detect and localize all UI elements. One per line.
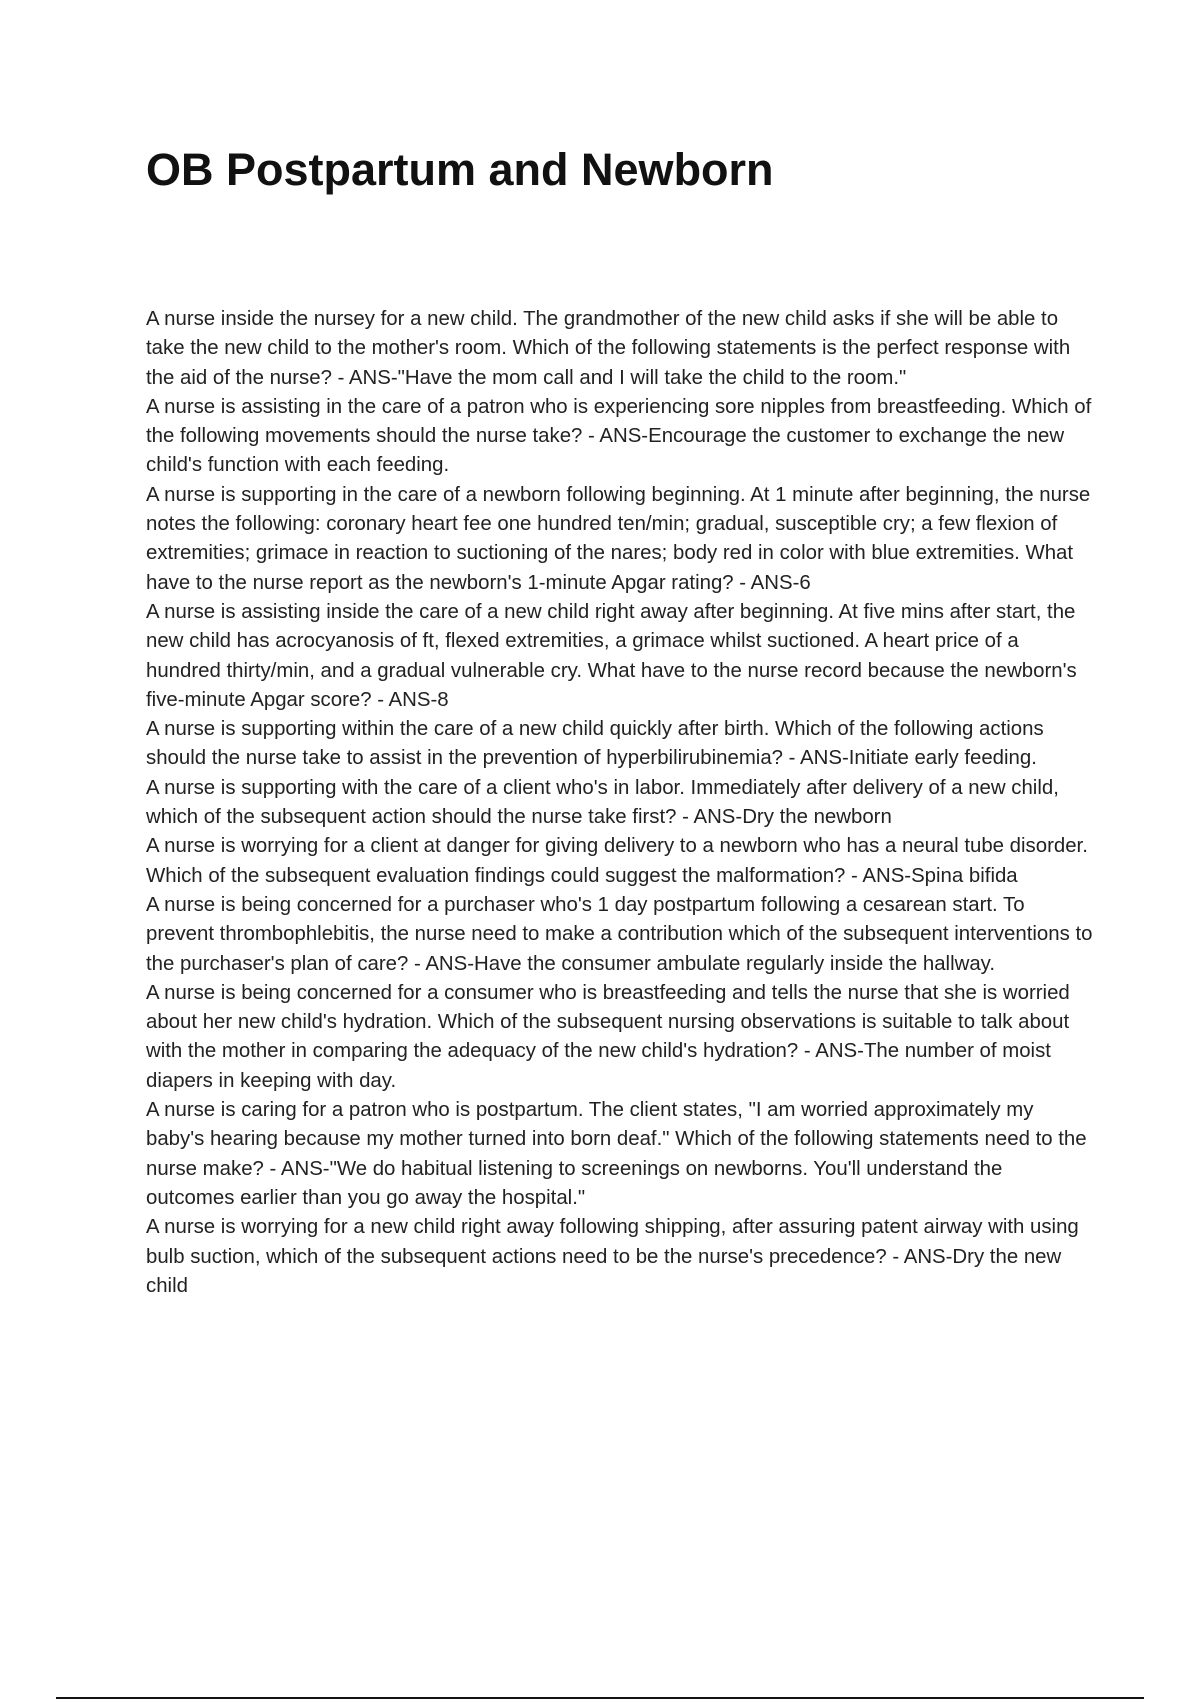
page-bottom-divider [56, 1697, 1144, 1699]
qa-entry-8: A nurse is being concerned for a purchaser who's 1 day postpartum following a cesarean start. To prevent thrombophlebitis, the nurse need to make a contribution which of the subsequent interventions to the purchaser's plan of care? - ANS-Have the consumer ambulate regularly inside the hallway. [146, 893, 1093, 975]
qa-entry-9: A nurse is being concerned for a consumer who is breastfeeding and tells the nurse that she is worried about her new child's hydration. Which of the subsequent nursing observations is suitable to talk about with the mother in comparing the adequacy of the new child's hydration? - ANS-The number of moist diapers in keeping with day. [146, 981, 1070, 1092]
qa-entry-1: A nurse inside the nursey for a new child. The grandmother of the new child asks if she will be able to take the new child to the mother's room. Which of the following statements is the perfect response with the aid of the nurse? - ANS-"Have the mom call and I will take the child to the room." [146, 308, 1071, 389]
question-answer-list [146, 305, 1096, 1301]
qa-entry-4: A nurse is assisting inside the care of a new child right away after beginning. At five mins after start, the new child has acrocyanosis of ft, flexed extremities, a grimace whilst suctioned. A heart price of a hundred thirty/min, and a gradual vulnerable cry. What have to the nurse record because the newborn's five-minute Apgar score? - ANS-8 [146, 600, 1077, 711]
qa-entry-3: A nurse is supporting in the care of a newborn following beginning. At 1 minute after beginning, the nurse notes the following: coronary heart fee one hundred ten/min; gradual, susceptible cry; a few flexion of extremities; grimace in reaction to suctioning of the nares; body red in color with blue extremities. What have to the nurse report as the newborn's 1-minute Apgar rating? - ANS-6 [146, 483, 1091, 594]
qa-entry-5: A nurse is supporting within the care of a new child quickly after birth. Which of the following actions should the nurse take to assist in the prevention of hyperbilirubinemia? - ANS-Initiate early feeding. [146, 718, 1044, 770]
qa-entry-11: A nurse is worrying for a new child right away following shipping, after assuring patent airway with using bulb suction, which of the subsequent actions need to be the nurse's precedence? - ANS-Dry the new child [146, 1216, 1079, 1297]
qa-entry-6: A nurse is supporting with the care of a client who's in labor. Immediately after delivery of a new child, which of the subsequent action should the nurse take first? - ANS-Dry the newborn [146, 776, 1059, 829]
qa-entry-7: A nurse is worrying for a client at danger for giving delivery to a newborn who has a neural tube disorder. Which of the subsequent evaluation findings could suggest the malformation? - ANS-Spina bifida [146, 835, 1088, 887]
qa-entry-10: A nurse is caring for a patron who is postpartum. The client states, "I am worried approximately my baby's hearing because my mother turned into born deaf." Which of the following statements need to the nurse make? - ANS-"We do habitual listening to screenings on newborns. You'll understand the outcomes earlier than you go away the hospital." [146, 1099, 1087, 1209]
document-title: OB Postpartum and Newborn [146, 144, 774, 195]
qa-entry-2: A nurse is assisting in the care of a patron who is experiencing sore nipples from breastfeeding. Which of the following movements should the nurse take? - ANS-Encourage the customer to exchange the new child's function with each feeding. [146, 395, 1092, 477]
